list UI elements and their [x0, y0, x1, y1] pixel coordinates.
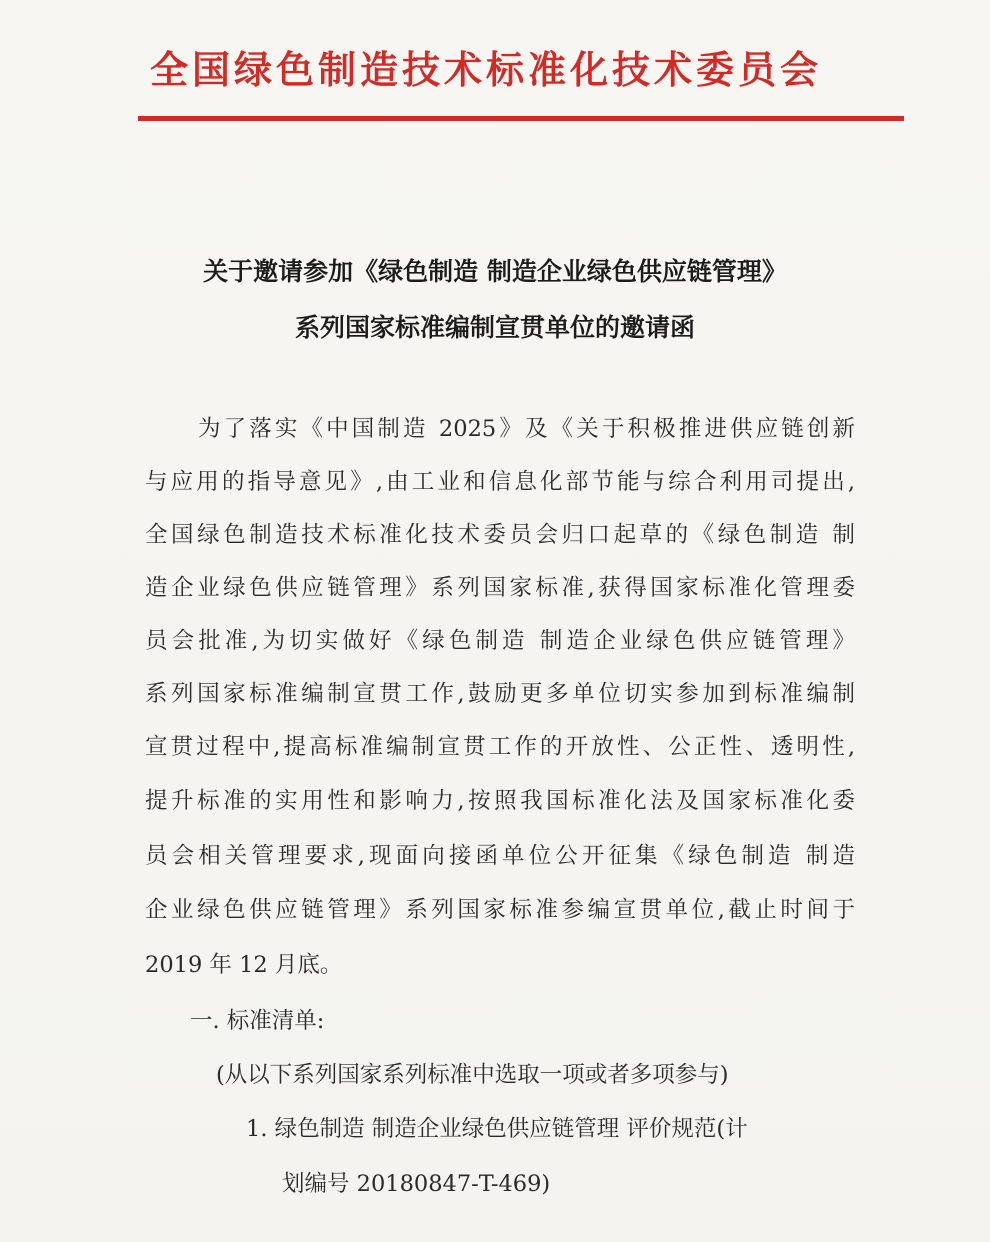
body-line: 提升标准的实用性和影响力,按照我国标准化法及国家标准化委 — [145, 788, 855, 814]
body-line: 宣贯过程中,提高标准编制宣贯工作的开放性、公正性、透明性, — [145, 734, 855, 760]
document-title-line-2: 系列国家标准编制宣贯单位的邀请函 — [294, 313, 695, 342]
standard-item-1-line-2: 划编号 20180847-T-469) — [282, 1171, 551, 1197]
body-line: 为了落实《中国制造 2025》及《关于积极推进供应链创新 — [198, 416, 855, 442]
section-heading-standards-list: 一. 标准清单: — [190, 1008, 325, 1034]
letterhead-org-name: 全国绿色制造技术标准化技术委员会 — [150, 48, 823, 92]
body-line: 企业绿色供应链管理》系列国家标准参编宣贯单位,截止时间于 — [145, 897, 855, 923]
standard-item-1-line-1: 1. 绿色制造 制造企业绿色供应链管理 评价规范(计 — [246, 1116, 748, 1142]
body-line: 员会相关管理要求,现面向接函单位公开征集《绿色制造 制造 — [145, 843, 855, 869]
body-line: 造企业绿色供应链管理》系列国家标准,获得国家标准化管理委 — [145, 575, 855, 601]
body-line: 全国绿色制造技术标准化技术委员会归口起草的《绿色制造 制 — [145, 522, 855, 548]
body-line-date: 2019 年 12 月底。 — [145, 952, 343, 978]
document-title-line-1: 关于邀请参加《绿色制造 制造企业绿色供应链管理》 — [203, 257, 787, 286]
body-line: 系列国家标准编制宣贯工作,鼓励更多单位切实参加到标准编制 — [145, 681, 855, 707]
body-line: 员会批准,为切实做好《绿色制造 制造企业绿色供应链管理》 — [145, 628, 855, 654]
body-line: 与应用的指导意见》,由工业和信息化部节能与综合利用司提出, — [145, 469, 855, 495]
letterhead-red-rule — [138, 116, 904, 121]
section-note: (从以下系列国家系列标准中选取一项或者多项参与) — [216, 1062, 729, 1088]
